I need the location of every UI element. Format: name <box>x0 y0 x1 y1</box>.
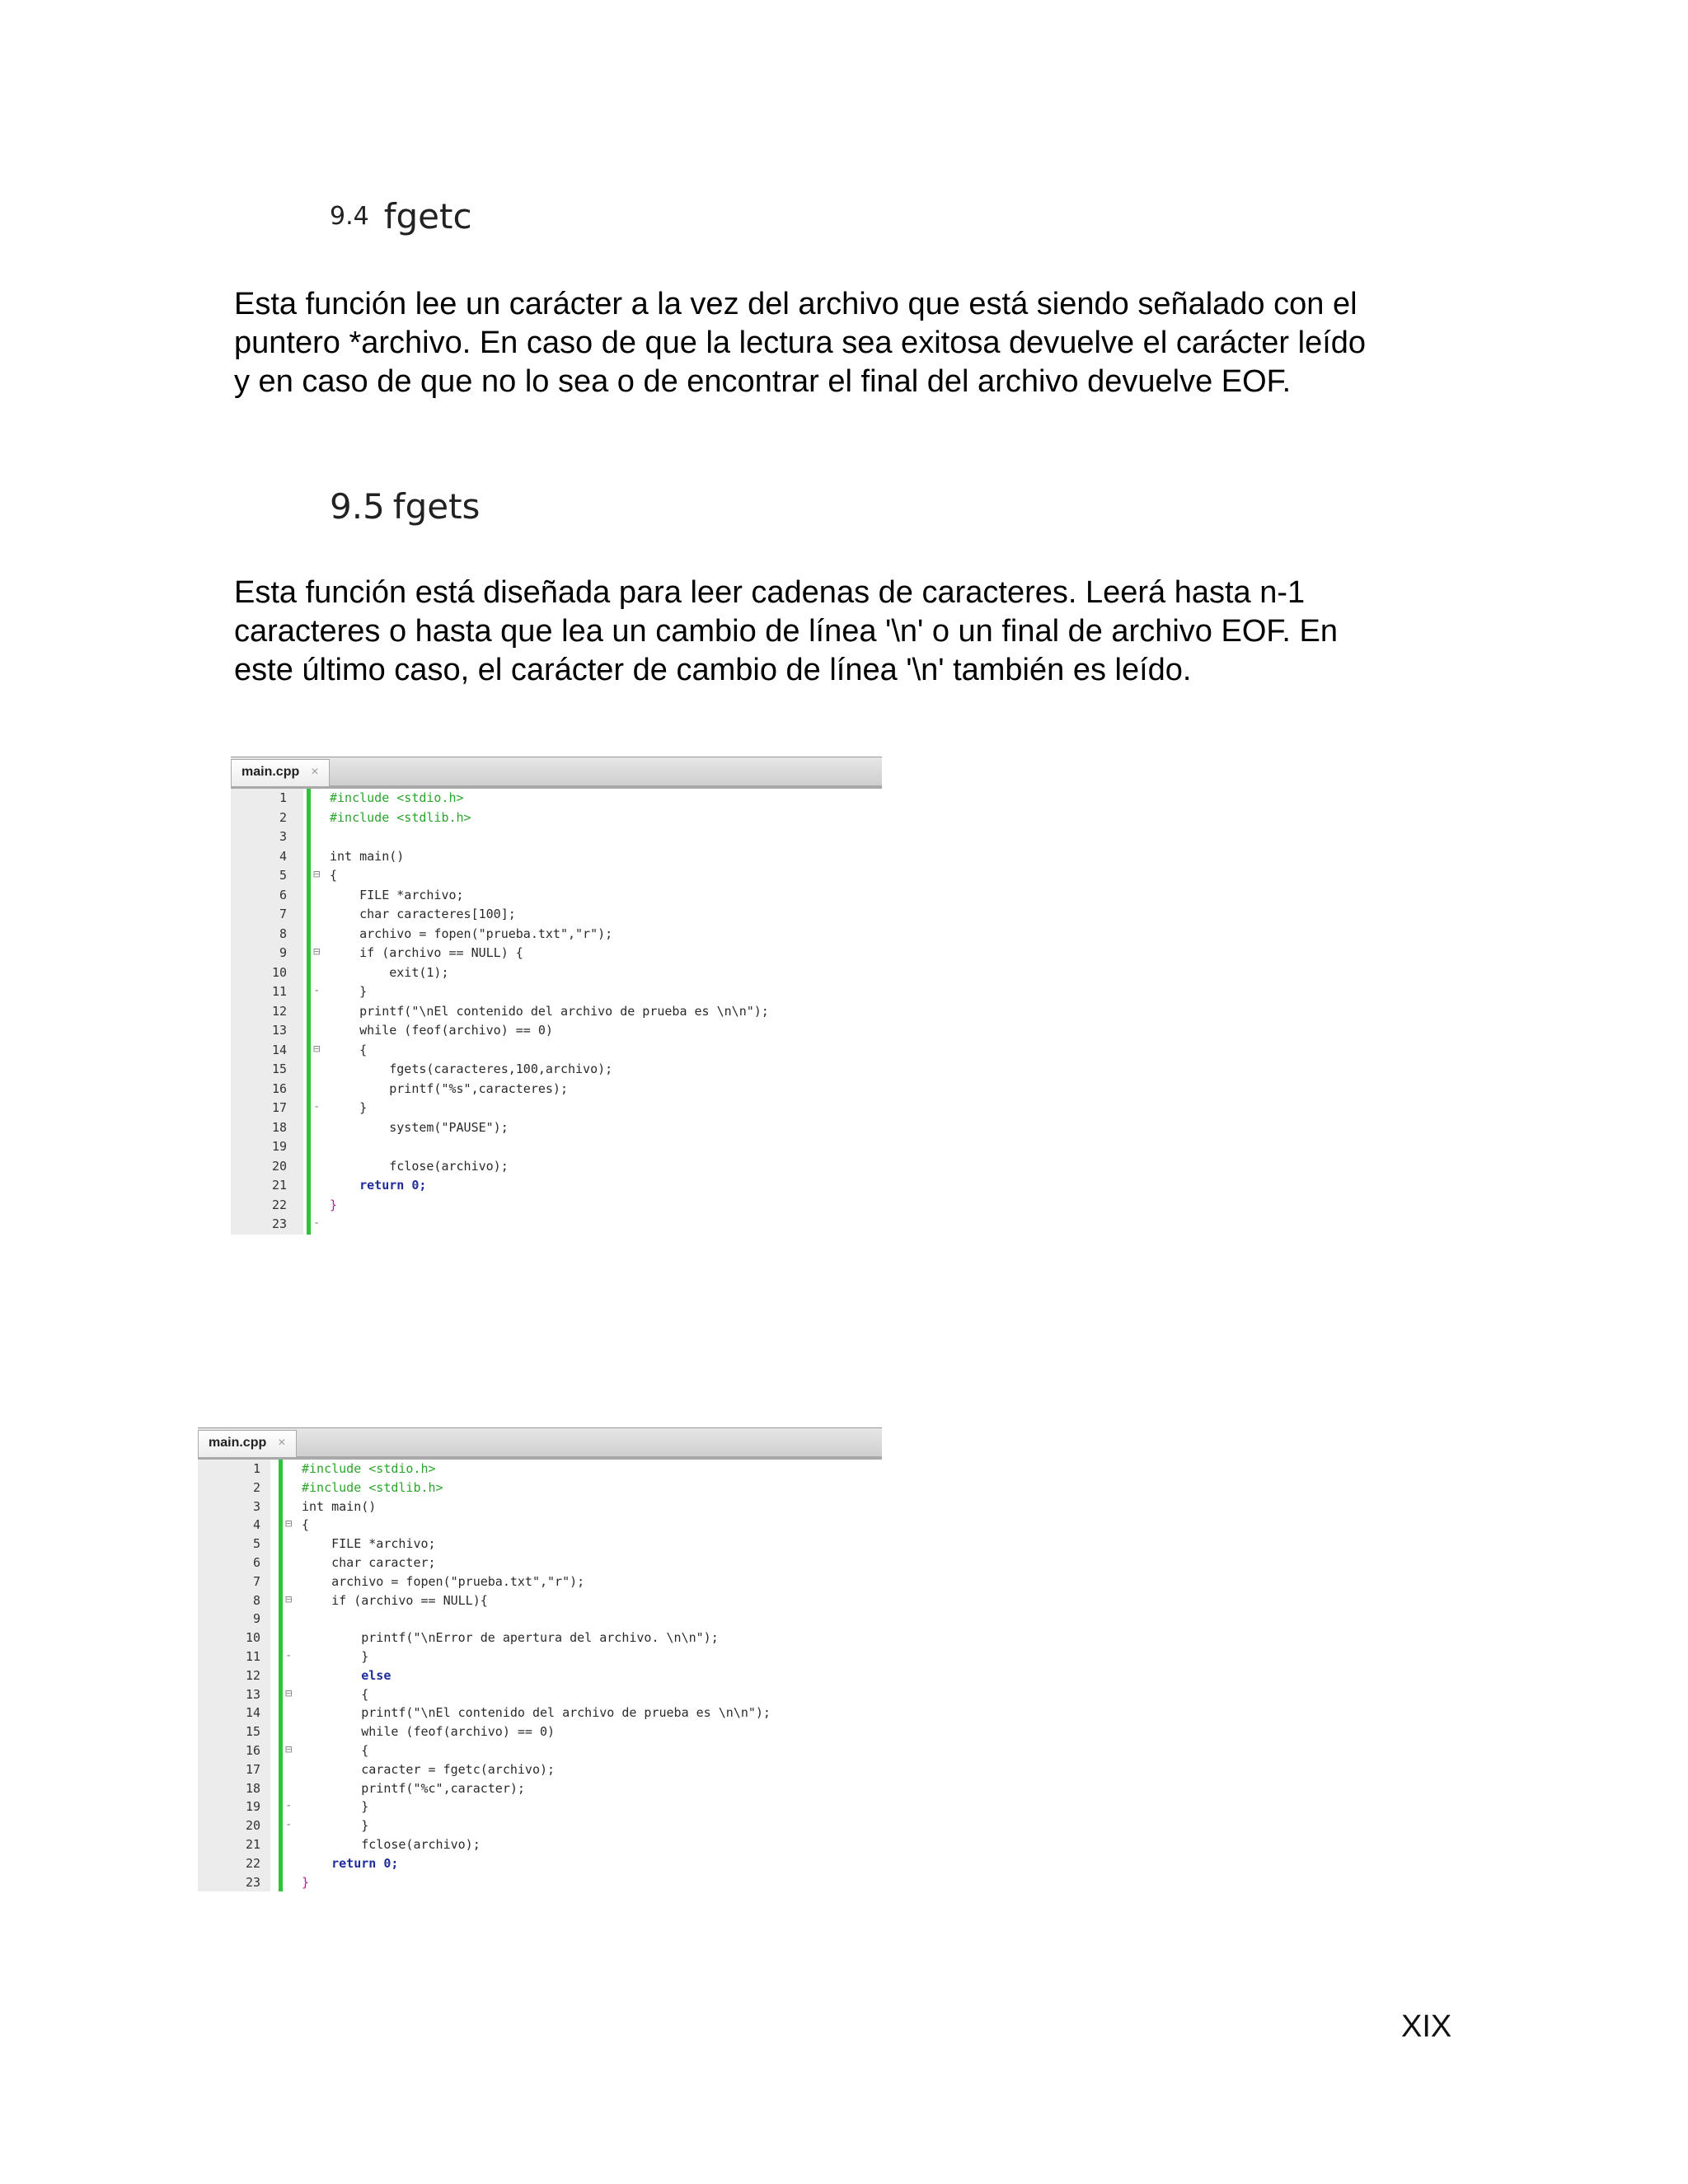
code-line <box>231 925 882 944</box>
code-line <box>231 963 882 983</box>
line-number: 22 <box>271 1197 287 1212</box>
line-number: 1 <box>279 790 287 805</box>
page-number: XIX <box>1401 2009 1452 2044</box>
code-line <box>198 1535 882 1554</box>
code-text: fclose(archivo); <box>330 1158 509 1174</box>
code-text: archivo = fopen("prueba.txt","r"); <box>330 926 613 941</box>
code-line <box>231 1137 882 1157</box>
fold-end-icon: - <box>313 1100 321 1113</box>
code-line <box>198 1760 882 1779</box>
fold-end-icon: - <box>285 1818 293 1832</box>
line-number: 17 <box>271 1100 287 1115</box>
code-line <box>198 1591 882 1610</box>
line-number: 12 <box>245 1667 260 1683</box>
line-number: 11 <box>245 1648 260 1664</box>
fold-toggle-icon[interactable]: ⊟ <box>313 1042 321 1056</box>
line-number: 3 <box>279 829 287 844</box>
line-number: 17 <box>245 1761 260 1777</box>
editor-tab-main-cpp[interactable] <box>231 759 330 786</box>
code-line <box>198 1647 882 1666</box>
code-line <box>231 1021 882 1041</box>
paragraph-fgetc <box>234 285 1454 401</box>
code-line <box>198 1666 882 1685</box>
code-line <box>231 1080 882 1099</box>
code-line <box>231 1060 882 1080</box>
code-line <box>198 1554 882 1572</box>
code-line <box>231 808 882 828</box>
paragraph-line: Esta función lee un carácter a la vez del archivo que está siendo señalado con el <box>234 287 1357 321</box>
line-number: 18 <box>271 1119 287 1135</box>
code-text: char caracteres[100]; <box>330 907 516 921</box>
paragraph-line: puntero *archivo. En caso de que la lectura sea exitosa devuelve el carácter leído <box>234 326 1367 360</box>
line-number: 9 <box>279 945 287 960</box>
code-text: { <box>330 1042 368 1057</box>
code-line <box>198 1572 882 1591</box>
code-text: { <box>302 1742 369 1758</box>
code-text: printf("\nEl contenido del archivo de prueba es \n\n"); <box>330 1003 769 1019</box>
code-text: system("PAUSE"); <box>330 1119 509 1135</box>
paragraph-line: y en caso de que no lo sea o de encontrar el final del archivo devuelve EOF. <box>234 364 1292 399</box>
close-icon[interactable]: × <box>311 765 319 779</box>
code-text: exit(1); <box>330 964 449 980</box>
code-text: int main() <box>330 848 405 864</box>
line-number: 9 <box>252 1611 260 1627</box>
code-text: } <box>302 1799 369 1815</box>
code-text: while (feof(archivo) == 0) <box>330 1023 553 1038</box>
code-line <box>198 1516 882 1535</box>
line-number: 3 <box>252 1498 260 1514</box>
line-number: 19 <box>271 1139 287 1154</box>
code-text: return 0; <box>302 1855 399 1871</box>
line-number: 20 <box>271 1158 287 1174</box>
line-number: 2 <box>279 809 287 825</box>
code-line <box>231 982 882 1002</box>
line-number: 2 <box>252 1479 260 1495</box>
code-text: while (feof(archivo) == 0) <box>302 1724 556 1740</box>
line-number: 13 <box>271 1023 287 1038</box>
section-heading-fgetc <box>330 196 472 237</box>
code-line <box>198 1779 882 1798</box>
code-text: else <box>302 1667 392 1683</box>
code-text: } <box>330 1197 338 1212</box>
fold-toggle-icon[interactable]: ⊟ <box>285 1686 293 1700</box>
code-editor <box>231 789 882 1235</box>
code-text: { <box>330 868 338 883</box>
code-text: caracter = fgetc(archivo); <box>302 1761 556 1777</box>
code-line <box>198 1722 882 1741</box>
fold-toggle-icon[interactable]: ⊟ <box>285 1517 293 1531</box>
code-text: printf("%s",caracteres); <box>330 1080 568 1096</box>
code-line <box>231 827 882 847</box>
code-text: if (archivo == NULL){ <box>302 1592 488 1608</box>
line-number: 14 <box>271 1042 287 1057</box>
code-text: FILE *archivo; <box>302 1536 436 1552</box>
line-number: 4 <box>252 1517 260 1533</box>
code-text: return 0; <box>330 1178 427 1193</box>
line-number: 19 <box>245 1799 260 1815</box>
code-text: printf("%c",caracter); <box>302 1780 525 1796</box>
line-number: 10 <box>271 964 287 980</box>
tab-label: main.cpp <box>209 1436 267 1450</box>
fold-end-icon: - <box>285 1799 293 1813</box>
fold-end-icon: - <box>313 984 321 997</box>
code-line <box>198 1816 882 1835</box>
paragraph-fgets <box>234 574 1454 690</box>
close-icon[interactable]: × <box>278 1436 286 1450</box>
code-line <box>198 1460 882 1479</box>
line-number: 11 <box>271 984 287 999</box>
section-number: 9.5 <box>330 486 385 527</box>
code-line <box>231 905 882 925</box>
code-line <box>231 1196 882 1216</box>
code-line <box>231 866 882 886</box>
code-text: char caracter; <box>302 1554 436 1570</box>
code-line <box>231 1118 882 1138</box>
paragraph-line: este último caso, el carácter de cambio de línea '\n' también es leído. <box>234 653 1192 687</box>
code-line <box>198 1873 882 1892</box>
code-screenshot-fgetc <box>198 1427 882 1901</box>
code-text: } <box>330 984 368 999</box>
code-line <box>231 789 882 808</box>
line-number: 8 <box>279 926 287 941</box>
line-number: 4 <box>279 848 287 864</box>
code-text: } <box>302 1874 310 1890</box>
code-line <box>231 1215 882 1235</box>
fold-end-icon: - <box>313 1216 321 1230</box>
code-text: if (archivo == NULL) { <box>330 945 523 960</box>
line-number: 23 <box>271 1216 287 1231</box>
code-editor <box>198 1460 882 1891</box>
code-line <box>231 886 882 906</box>
editor-tab-main-cpp[interactable] <box>198 1430 297 1457</box>
fold-toggle-icon[interactable]: ⊟ <box>313 868 321 881</box>
code-text: } <box>330 1100 368 1115</box>
line-number: 20 <box>245 1818 260 1834</box>
fold-toggle-icon[interactable]: ⊟ <box>285 1742 293 1756</box>
code-line <box>231 1099 882 1118</box>
line-number: 21 <box>245 1836 260 1852</box>
section-number: 9.4 <box>330 202 369 231</box>
code-text: #include <stdlib.h> <box>302 1479 443 1495</box>
code-line <box>231 1041 882 1061</box>
line-number: 13 <box>245 1686 260 1702</box>
editor-tabbar <box>198 1428 882 1460</box>
section-title: fgets <box>392 486 481 527</box>
section-title: fgetc <box>383 196 472 237</box>
code-text: } <box>302 1818 369 1834</box>
line-number: 5 <box>279 868 287 883</box>
line-number: 10 <box>245 1630 260 1646</box>
line-number: 8 <box>252 1592 260 1608</box>
code-text: { <box>302 1517 310 1533</box>
code-line <box>231 1176 882 1196</box>
code-text: FILE *archivo; <box>330 887 464 902</box>
code-text: #include <stdlib.h> <box>330 809 471 825</box>
code-text: } <box>302 1648 369 1664</box>
section-heading-fgets <box>330 486 480 527</box>
code-text: archivo = fopen("prueba.txt","r"); <box>302 1573 585 1589</box>
code-line <box>231 1157 882 1177</box>
tab-label: main.cpp <box>241 765 300 779</box>
code-line <box>198 1854 882 1873</box>
line-number: 6 <box>252 1554 260 1570</box>
line-number: 14 <box>245 1705 260 1721</box>
fold-end-icon: - <box>285 1648 293 1662</box>
code-line <box>231 1002 882 1022</box>
code-line <box>198 1479 882 1497</box>
line-number: 12 <box>271 1003 287 1019</box>
code-text: #include <stdio.h> <box>302 1461 436 1476</box>
fold-toggle-icon[interactable]: ⊟ <box>285 1592 293 1606</box>
line-number: 6 <box>279 887 287 902</box>
code-text: { <box>302 1686 369 1702</box>
line-number: 23 <box>245 1874 260 1890</box>
code-text: #include <stdio.h> <box>330 790 464 805</box>
code-line <box>198 1610 882 1629</box>
code-line <box>198 1685 882 1704</box>
code-screenshot-fgets <box>231 757 882 1245</box>
code-line <box>198 1497 882 1516</box>
paragraph-line: caracteres o hasta que lea un cambio de línea '\n' o un final de archivo EOF. En <box>234 614 1338 649</box>
paragraph-line: Esta función está diseñada para leer cadenas de caracteres. Leerá hasta n-1 <box>234 575 1306 610</box>
line-number: 16 <box>271 1080 287 1096</box>
code-line <box>198 1835 882 1854</box>
line-number: 21 <box>271 1178 287 1193</box>
line-number: 7 <box>252 1573 260 1589</box>
line-number: 15 <box>271 1062 287 1076</box>
code-line <box>198 1797 882 1816</box>
code-line <box>231 944 882 963</box>
line-number: 5 <box>252 1536 260 1552</box>
code-line <box>198 1629 882 1647</box>
line-number: 1 <box>252 1461 260 1476</box>
fold-toggle-icon[interactable]: ⊟ <box>313 945 321 958</box>
code-text: printf("\nEl contenido del archivo de prueba es \n\n"); <box>302 1705 771 1721</box>
editor-tabbar <box>231 757 882 789</box>
line-number: 18 <box>245 1780 260 1796</box>
code-line <box>198 1704 882 1722</box>
line-number: 15 <box>245 1724 260 1740</box>
code-text: fgets(caracteres,100,archivo); <box>330 1062 613 1076</box>
code-line <box>231 847 882 867</box>
line-number: 16 <box>245 1742 260 1758</box>
code-text: printf("\nError de apertura del archivo. \n\n"); <box>302 1630 719 1646</box>
line-number: 7 <box>279 907 287 921</box>
line-number: 22 <box>245 1855 260 1871</box>
code-text: int main() <box>302 1498 377 1514</box>
code-line <box>198 1741 882 1760</box>
code-text: fclose(archivo); <box>302 1836 481 1852</box>
